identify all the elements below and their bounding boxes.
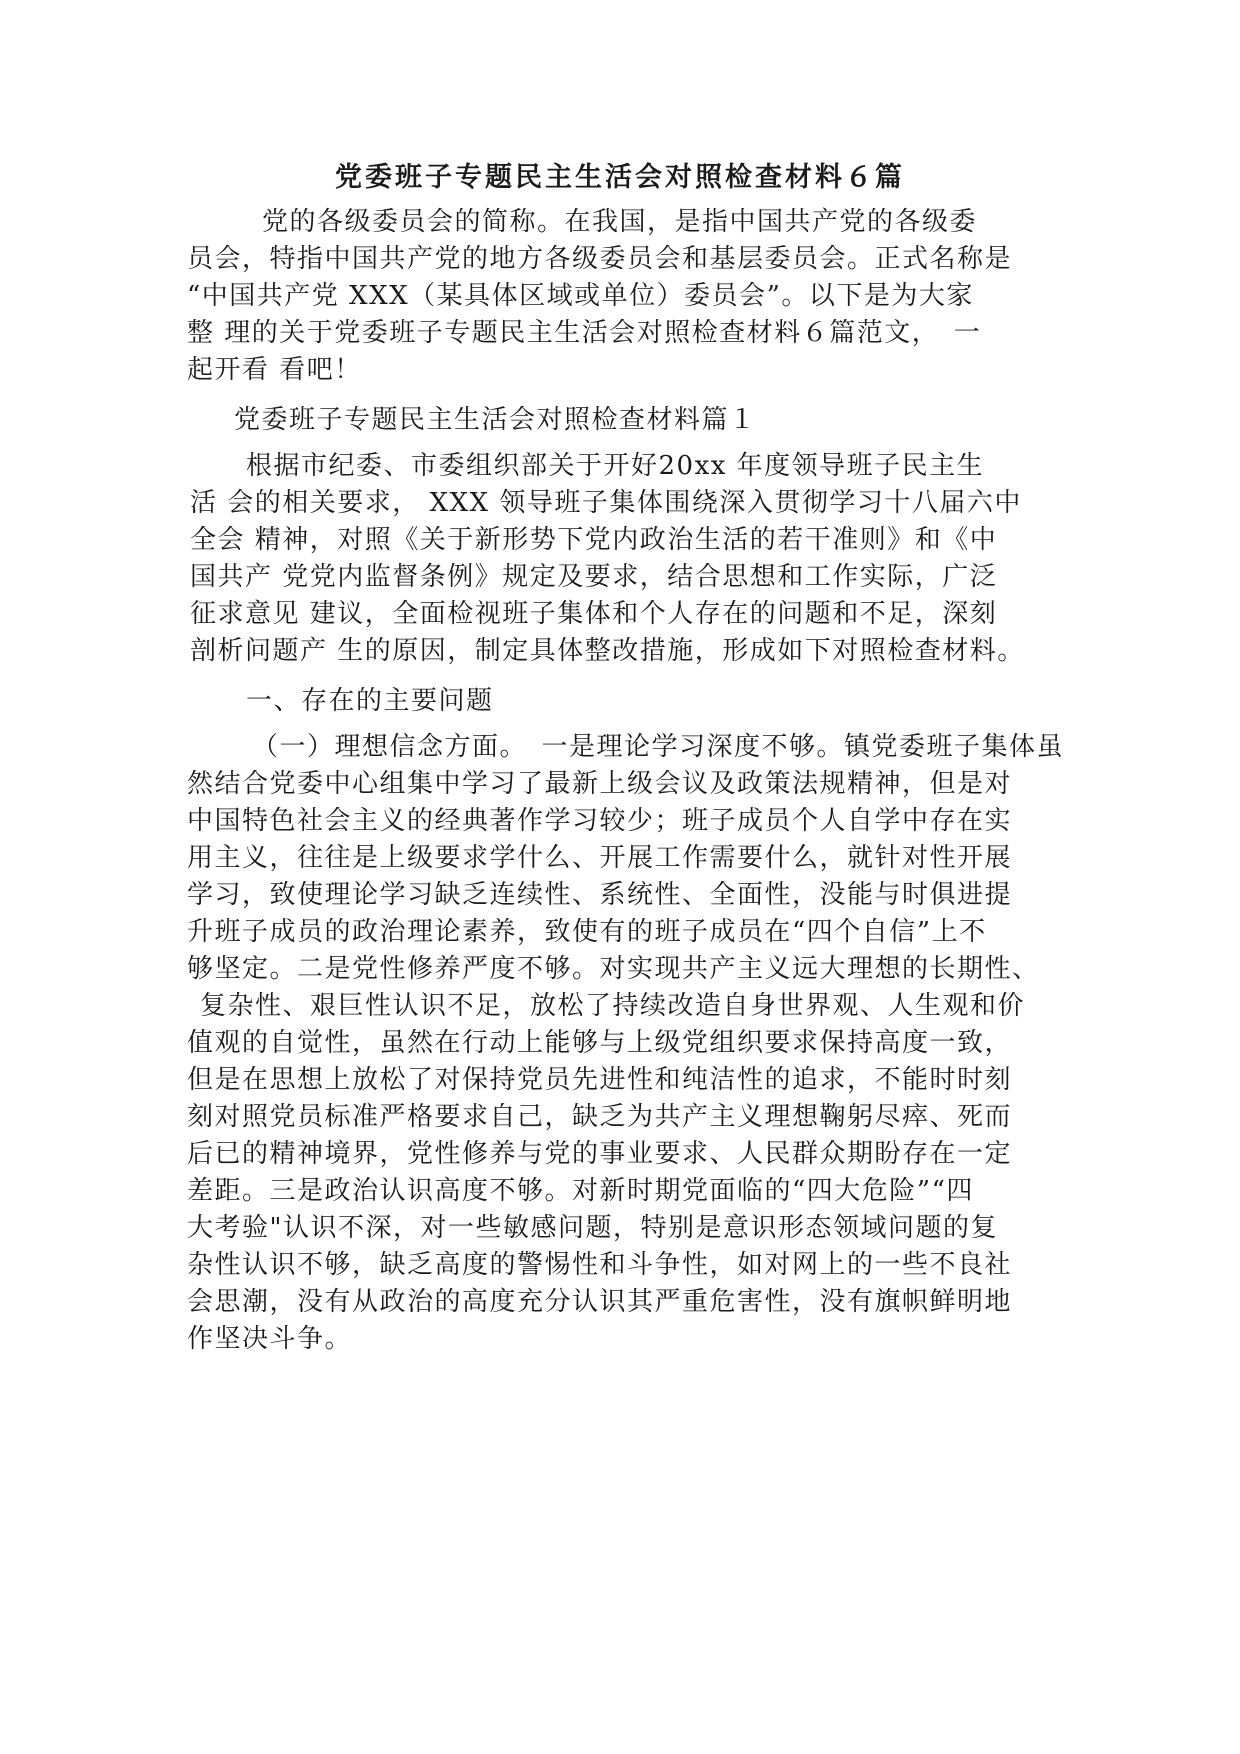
body-line: 刻对照党员标准严格要求自己，缺乏为共产主义理想鞠躬尽瘁、死而 — [187, 1102, 1013, 1132]
intro-line: “中国共产党 XXX（某具体区域或单位）委员会”。以下是为大家 — [187, 281, 974, 311]
body-line: 学习，致使理论学习缺乏连续性、系统性、全面性，没能与时俱进提 — [187, 880, 1013, 910]
body-line: 但是在思想上放松了对保持党员先进性和纯洁性的追求，不能时时刻 — [187, 1065, 1013, 1095]
subheading: 一、存在的主要问题 — [246, 686, 494, 716]
body-line: 征求意见 建议，全面检视班子集体和个人存在的问题和不足，深刻 — [190, 599, 998, 629]
intro-line: 员会，特指中国共产党的地方各级委员会和基层委员会。正式名称是 — [187, 244, 1013, 274]
body-line: 差距。三是政治认识高度不够。对新时期党面临的“四大危险”“四 — [187, 1176, 974, 1206]
body-line: 用主义，往往是上级要求学什么、开展工作需要什么，就针对性开展 — [187, 843, 1013, 873]
intro-line: 起开看 看吧！ — [187, 355, 362, 385]
intro-line: 党的各级委员会的简称。在我国，是指中国共产党的各级委 — [262, 207, 978, 237]
body-line: 升班子成员的政治理论素养，致使有的班子成员在“四个自信”上不 — [187, 917, 987, 947]
body-line: （一）理想信念方面。 一是理论学习深度不够。镇党委班子集体虽 — [252, 732, 1065, 762]
body-line: 后已的精神境界，党性修养与党的事业要求、人民群众期盼存在一定 — [187, 1139, 1013, 1169]
body-line: 复杂性、艰巨性认识不足，放松了持续改造自身世界观、人生观和价 — [200, 991, 1026, 1021]
document-title: 党委班子专题民主生活会对照检查材料６篇 — [335, 162, 905, 193]
body-line: 国共产 党党内监督条例》规定及要求，结合思想和工作实际，广泛 — [190, 562, 998, 592]
section-heading: 党委班子专题民主生活会对照检查材料篇１ — [234, 405, 757, 435]
body-line: 中国特色社会主义的经典著作学习较少；班子成员个人自学中存在实 — [187, 806, 1013, 836]
body-line: 根据市纪委、市委组织部关于开好20xx 年度领导班子民主生 — [246, 451, 985, 481]
body-line: 会思潮，没有从政治的高度充分认识其严重危害性，没有旗帜鲜明地 — [187, 1287, 1013, 1317]
body-line: 够坚定。二是党性修养严度不够。对实现共产主义远大理想的长期性、 — [187, 954, 1040, 984]
body-line: 然结合党委中心组集中学习了最新上级会议及政策法规精神，但是对 — [187, 769, 1013, 799]
intro-line: 整 理的关于党委班子专题民主生活会对照检查材料６篇范文， 一 — [187, 318, 982, 348]
body-line: 作坚决斗争。 — [187, 1324, 353, 1354]
body-line: 活 会的相关要求， XXX 领导班子集体围绕深入贯彻学习十八届六中 — [190, 488, 1022, 518]
body-line: 剖析问题产 生的原因，制定具体整改措施，形成如下对照检查材料。 — [190, 636, 1025, 666]
body-line: 值观的自觉性，虽然在行动上能够与上级党组织要求保持高度一致， — [187, 1028, 1013, 1058]
body-line: 全会 精神，对照《关于新形势下党内政治生活的若干准则》和《中 — [190, 525, 998, 555]
body-line: 大考验"认识不深，对一些敏感问题，特别是意识形态领域问题的复 — [187, 1213, 998, 1243]
body-line: 杂性认识不够，缺乏高度的警惕性和斗争性，如对网上的一些不良社 — [187, 1250, 1013, 1280]
